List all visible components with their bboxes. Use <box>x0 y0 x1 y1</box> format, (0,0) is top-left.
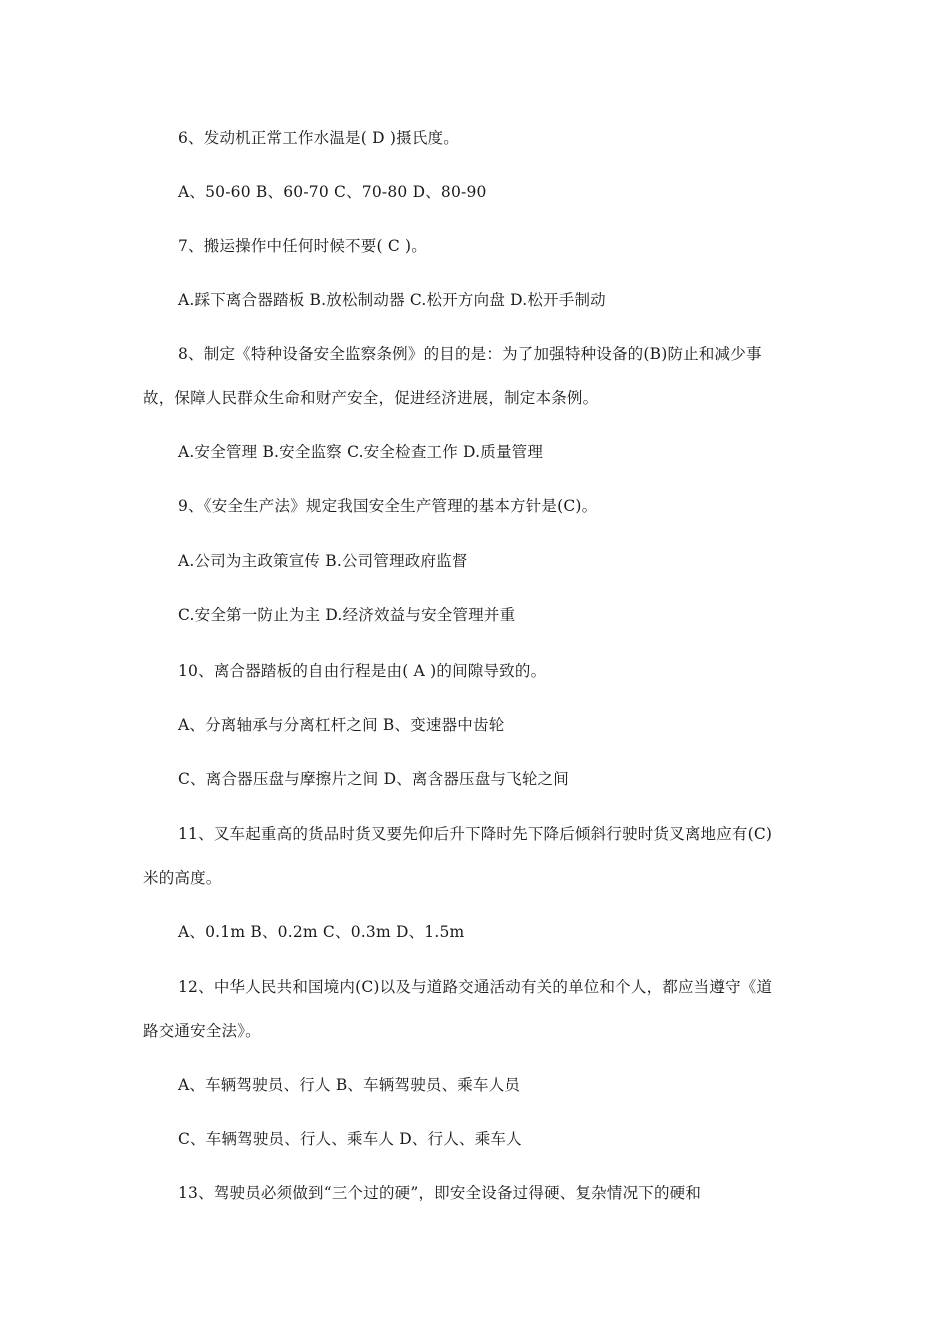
question-12-line-2: 路交通安全法》。 <box>143 1022 261 1040</box>
question-6-options: A、50-60 B、60-70 C、70-80 D、80-90 <box>178 183 487 201</box>
question-6: 6、发动机正常工作水温是( D )摄氏度。 <box>178 129 459 147</box>
question-10-options-2: C、离合器压盘与摩擦片之间 D、离含器压盘与飞轮之间 <box>178 770 569 788</box>
question-9-options-2: C.安全第一防止为主 D.经济效益与安全管理并重 <box>178 606 516 624</box>
question-7-options: A.踩下离合器踏板 B.放松制动器 C.松开方向盘 D.松开手制动 <box>178 291 606 309</box>
question-9-options-1: A.公司为主政策宣传 B.公司管理政府监督 <box>178 552 468 570</box>
question-11-line-2: 米的高度。 <box>143 869 222 887</box>
question-8-options: A.安全管理 B.安全监察 C.安全检查工作 D.质量管理 <box>178 443 544 461</box>
question-8-line-2: 故，保障人民群众生命和财产安全，促进经济进展，制定本条例。 <box>143 389 599 407</box>
question-10-options-1: A、分离轴承与分离杠杆之间 B、变速器中齿轮 <box>178 716 505 734</box>
question-12-line-1: 12、中华人民共和国境内(C)以及与道路交通活动有关的单位和个人，都应当遵守《道 <box>178 978 773 996</box>
question-11-options: A、0.1m B、0.2m C、0.3m D、1.5m <box>178 923 465 941</box>
question-10: 10、离合器踏板的自由行程是由( A )的间隙导致的。 <box>178 662 547 680</box>
question-11-line-1: 11、叉车起重高的货品时货叉要先仰后升下降时先下降后倾斜行驶时货叉离地应有(C) <box>178 825 773 843</box>
question-8-line-1: 8、制定《特种设备安全监察条例》的目的是：为了加强特种设备的(B)防止和减少事 <box>178 345 762 363</box>
question-12-options-1: A、车辆驾驶员、行人 B、车辆驾驶员、乘车人员 <box>178 1076 521 1094</box>
question-12-options-2: C、车辆驾驶员、行人、乘车人 D、行人、乘车人 <box>178 1130 522 1148</box>
question-9: 9、《安全生产法》规定我国安全生产管理的基本方针是(C)。 <box>178 497 598 515</box>
question-13-line-1: 13、驾驶员必须做到“三个过的硬”，即安全设备过得硬、复杂情况下的硬和 <box>178 1184 702 1202</box>
question-7: 7、搬运操作中任何时候不要( C )。 <box>178 237 427 255</box>
